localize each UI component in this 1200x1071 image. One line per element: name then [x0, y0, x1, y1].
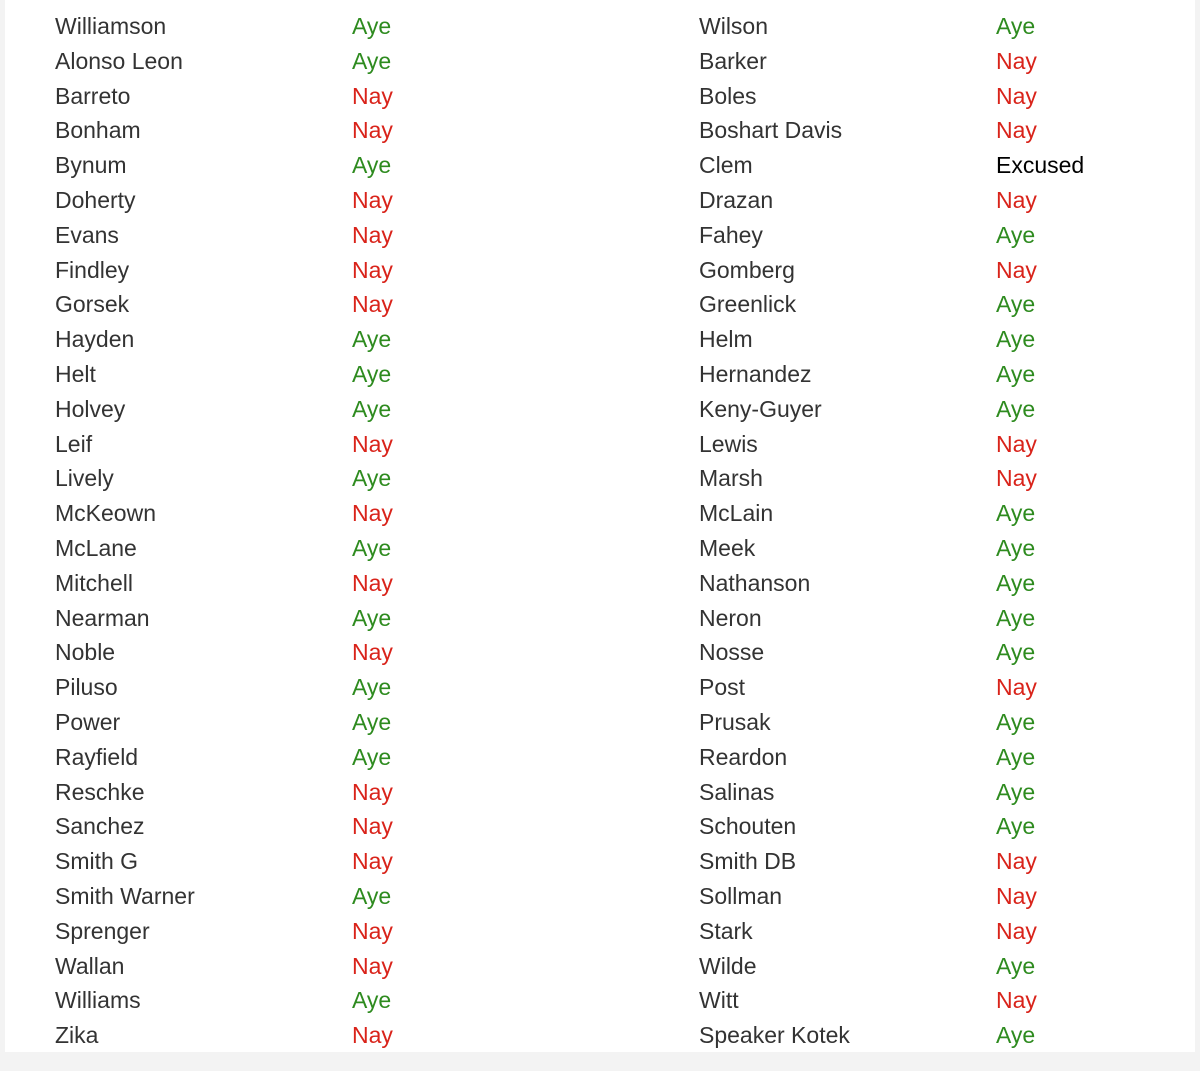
vote-value: Nay — [352, 291, 393, 318]
vote-roll-panel — [5, 0, 1195, 1052]
legislator-name: Wilson — [699, 13, 769, 39]
legislator-name: Marsh — [699, 465, 763, 492]
legislator-name: Nathanson — [699, 569, 811, 596]
vote-value: Nay — [352, 82, 393, 109]
vote-row — [5, 914, 1195, 949]
vote-value: Aye — [352, 674, 392, 701]
vote-value: Nay — [996, 117, 1037, 144]
legislator-name: Reschke — [55, 778, 145, 805]
legislator-name: Findley — [55, 256, 130, 283]
legislator-name: Stark — [699, 917, 753, 944]
vote-roll-body — [5, 9, 1195, 1053]
vote-row — [5, 705, 1195, 740]
vote-value: Nay — [996, 674, 1037, 701]
legislator-name: Doherty — [55, 186, 136, 213]
legislator-name: Reardon — [699, 743, 788, 770]
vote-row — [5, 322, 1195, 357]
vote-value: Aye — [996, 360, 1036, 387]
legislator-name: Wallan — [55, 952, 125, 979]
vote-value: Aye — [996, 639, 1036, 666]
legislator-name: McLain — [699, 500, 774, 527]
vote-value: Nay — [352, 778, 393, 805]
vote-value: Aye — [996, 500, 1036, 527]
vote-row — [5, 9, 1195, 44]
legislator-name: Wilde — [699, 952, 757, 979]
vote-value: Nay — [352, 917, 393, 944]
vote-value: Nay — [996, 430, 1037, 457]
vote-value: Aye — [996, 13, 1036, 39]
vote-value: Aye — [352, 47, 392, 74]
vote-value: Nay — [352, 813, 393, 840]
vote-row — [5, 496, 1195, 531]
vote-value: Aye — [352, 465, 392, 492]
vote-value: Nay — [996, 47, 1037, 74]
vote-value: Aye — [996, 708, 1036, 735]
vote-value: Aye — [996, 778, 1036, 805]
vote-row — [5, 113, 1195, 148]
vote-row — [5, 218, 1195, 253]
legislator-name: Nosse — [699, 639, 765, 666]
vote-row — [5, 531, 1195, 566]
legislator-name: Nearman — [55, 604, 150, 631]
vote-value: Aye — [996, 743, 1036, 770]
vote-value: Aye — [996, 952, 1036, 979]
vote-value: Aye — [352, 360, 392, 387]
vote-value: Aye — [996, 291, 1036, 318]
legislator-name: Gomberg — [699, 256, 795, 283]
vote-row — [5, 601, 1195, 636]
legislator-name: Boles — [699, 82, 757, 109]
legislator-name: Piluso — [55, 674, 118, 701]
vote-row — [5, 983, 1195, 1018]
vote-row — [5, 566, 1195, 601]
vote-row — [5, 148, 1195, 183]
legislator-name: Prusak — [699, 708, 771, 735]
vote-row — [5, 740, 1195, 775]
legislator-name: Greenlick — [699, 291, 797, 318]
vote-row — [5, 357, 1195, 392]
vote-row — [5, 670, 1195, 705]
vote-row — [5, 1018, 1195, 1053]
vote-value: Nay — [996, 186, 1037, 213]
legislator-name: Witt — [699, 987, 739, 1014]
vote-value: Nay — [352, 1022, 393, 1049]
vote-row — [5, 427, 1195, 462]
vote-value: Aye — [352, 987, 392, 1014]
vote-value: Nay — [352, 186, 393, 213]
legislator-name: Schouten — [699, 813, 797, 840]
vote-value: Aye — [996, 813, 1036, 840]
vote-value: Aye — [352, 743, 392, 770]
vote-value: Aye — [996, 534, 1036, 561]
legislator-name: Hayden — [55, 326, 135, 353]
vote-value: Nay — [996, 465, 1037, 492]
vote-row — [5, 949, 1195, 984]
vote-value: Aye — [352, 882, 392, 909]
vote-value: Aye — [996, 569, 1036, 596]
legislator-name: Leif — [55, 430, 93, 457]
vote-value: Aye — [352, 152, 392, 179]
legislator-name: Holvey — [55, 395, 126, 422]
vote-value: Nay — [996, 987, 1037, 1014]
vote-value: Nay — [352, 848, 393, 875]
legislator-name: Salinas — [699, 778, 775, 805]
legislator-name: Fahey — [699, 221, 763, 248]
vote-row — [5, 392, 1195, 427]
vote-value: Nay — [352, 569, 393, 596]
legislator-name: Rayfield — [55, 743, 139, 770]
vote-value: Aye — [352, 604, 392, 631]
vote-value: Nay — [352, 952, 393, 979]
vote-roll-table — [5, 9, 1195, 1053]
vote-row — [5, 79, 1195, 114]
legislator-name: Smith DB — [699, 848, 797, 875]
legislator-name: Speaker Kotek — [699, 1022, 850, 1049]
legislator-name: Power — [55, 708, 121, 735]
legislator-name: Sprenger — [55, 917, 150, 944]
vote-row — [5, 879, 1195, 914]
legislator-name: Gorsek — [55, 291, 130, 318]
legislator-name: Noble — [55, 639, 116, 666]
vote-value: Nay — [996, 82, 1037, 109]
legislator-name: McKeown — [55, 500, 156, 527]
vote-value: Aye — [996, 221, 1036, 248]
vote-value: Aye — [352, 534, 392, 561]
vote-value: Aye — [352, 708, 392, 735]
vote-row — [5, 775, 1195, 810]
legislator-name: Clem — [699, 152, 753, 179]
vote-row — [5, 461, 1195, 496]
vote-row — [5, 253, 1195, 288]
vote-value: Nay — [352, 117, 393, 144]
legislator-name: Meek — [699, 534, 756, 561]
vote-value: Nay — [352, 430, 393, 457]
vote-value: Nay — [996, 848, 1037, 875]
vote-value: Excused — [996, 152, 1085, 179]
vote-value: Aye — [996, 326, 1036, 353]
legislator-name: Bonham — [55, 117, 141, 144]
vote-row — [5, 287, 1195, 322]
vote-row — [5, 183, 1195, 218]
legislator-name: Williamson — [55, 13, 167, 39]
vote-row — [5, 809, 1195, 844]
vote-row — [5, 635, 1195, 670]
legislator-name: Lewis — [699, 430, 758, 457]
legislator-name: Sanchez — [55, 813, 145, 840]
legislator-name: Barker — [699, 47, 767, 74]
vote-value: Nay — [996, 917, 1037, 944]
vote-value: Nay — [352, 500, 393, 527]
legislator-name: Neron — [699, 604, 762, 631]
legislator-name: Smith G — [55, 848, 139, 875]
legislator-name: Williams — [55, 987, 141, 1014]
legislator-name: Drazan — [699, 186, 774, 213]
vote-value: Nay — [996, 882, 1037, 909]
vote-value: Aye — [352, 395, 392, 422]
vote-value: Aye — [996, 1022, 1036, 1049]
legislator-name: Helt — [55, 360, 96, 387]
vote-row — [5, 44, 1195, 79]
legislator-name: Smith Warner — [55, 882, 195, 909]
legislator-name: Lively — [55, 465, 114, 492]
legislator-name: Post — [699, 674, 746, 701]
vote-value: Aye — [996, 395, 1036, 422]
vote-row — [5, 844, 1195, 879]
legislator-name: Boshart Davis — [699, 117, 843, 144]
vote-value: Nay — [352, 256, 393, 283]
legislator-name: Keny-Guyer — [699, 395, 822, 422]
vote-value: Aye — [352, 326, 392, 353]
legislator-name: Zika — [55, 1022, 99, 1049]
legislator-name: Alonso Leon — [55, 47, 183, 74]
vote-value: Aye — [996, 604, 1036, 631]
legislator-name: Bynum — [55, 152, 127, 179]
legislator-name: Mitchell — [55, 569, 133, 596]
legislator-name: Helm — [699, 326, 753, 353]
legislator-name: Evans — [55, 221, 119, 248]
vote-value: Nay — [996, 256, 1037, 283]
vote-value: Aye — [352, 13, 392, 39]
legislator-name: Hernandez — [699, 360, 812, 387]
vote-value: Nay — [352, 221, 393, 248]
legislator-name: McLane — [55, 534, 137, 561]
legislator-name: Barreto — [55, 82, 131, 109]
legislator-name: Sollman — [699, 882, 783, 909]
vote-value: Nay — [352, 639, 393, 666]
